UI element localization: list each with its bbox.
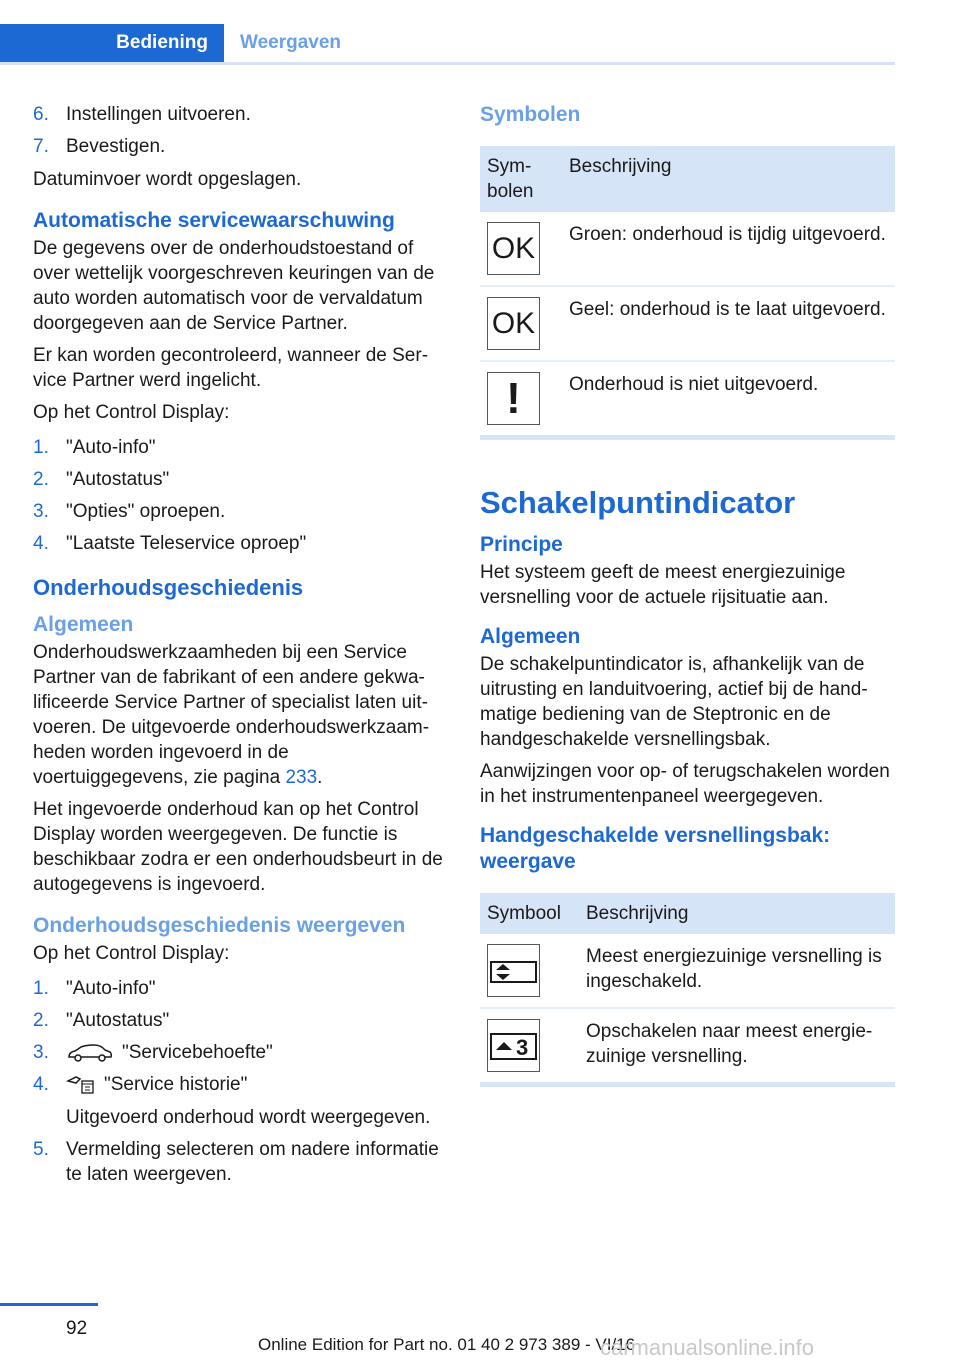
display-p1: Op het Control Display: <box>33 943 230 964</box>
header-description: Beschrijving <box>562 146 895 212</box>
symbol-cell <box>480 934 579 1008</box>
list-item <box>33 435 448 460</box>
step-text: "Autostatus" <box>66 1010 170 1031</box>
list-item <box>33 1040 448 1065</box>
display-history-heading: Onderhoudsgeschiedenis weergeven <box>33 914 406 937</box>
step-number: 2. <box>33 1010 49 1031</box>
auto-service-p3: Op het Control Display: <box>33 402 230 423</box>
steps-display-5 <box>33 1137 448 1187</box>
header-symbols: Symbolen <box>480 146 562 212</box>
page-header <box>0 24 895 65</box>
steps-display <box>33 976 448 1097</box>
step-number: 1. <box>33 978 49 999</box>
step-text: "Auto-info" <box>66 978 156 999</box>
list-item <box>33 134 448 159</box>
general-p1-text: Onderhoudswerkzaamheden bij een Service Partner van de fabrikant of een andere gekwalificeerde Service Partner of specialist laten uitvoeren. De uitgevoerde onderhoudswerkzaamheden worden ingevoerd in de voertuiggegevens, zie pagina <box>33 642 430 788</box>
icon-text: ! <box>506 374 521 423</box>
general-heading: Algemeen <box>33 613 134 636</box>
general-right-p1: De schakelpuntindicator is, afhankelijk van de uitrusting en landuitvoering, actief bij de handmatige bediening van de Steptronic en de handgeschakelde versnellingsbak. <box>480 654 868 750</box>
left-column <box>33 102 448 1195</box>
symbols-table <box>480 146 895 440</box>
description-cell: Opschakelen naar meest energiezuinige versnelling. <box>579 1008 895 1085</box>
step-number: 5. <box>33 1139 49 1160</box>
step-content <box>66 1072 448 1097</box>
step-text: Bevestigen. <box>66 136 166 157</box>
gear-number: 3 <box>516 1035 529 1060</box>
list-item <box>33 499 448 524</box>
edition-text: Online Edition for Part no. 01 40 2 973 389 - VI/16 <box>258 1335 636 1354</box>
ok-yellow-icon <box>487 297 540 350</box>
step-number: 2. <box>33 469 49 490</box>
list-item <box>33 531 448 556</box>
step-number: 7. <box>33 136 49 157</box>
header-symbol: Symbool <box>480 893 579 934</box>
table-header-row <box>480 893 895 934</box>
description-cell: Groen: onderhoud is tijdig uitgevoerd. <box>562 212 895 286</box>
list-item <box>33 1072 448 1097</box>
step-content <box>66 1040 448 1065</box>
ok-green-icon <box>487 222 540 275</box>
tab-bediening[interactable]: Bediening <box>0 24 224 62</box>
list-item <box>33 102 448 127</box>
symbol-cell <box>480 1008 579 1085</box>
step-text: "Autostatus" <box>66 469 170 490</box>
general-p2: Het ingevoerde onderhoud kan op het Control Display worden weergegeven. De functie is beschikbaar zodra er een onderhoudsbeurt in de autogegevens is ingevoerd. <box>33 799 443 895</box>
symbol-cell <box>480 286 562 361</box>
optimal-gear-glyph <box>488 945 539 996</box>
header-description: Beschrijving <box>579 893 895 934</box>
gear-symbols-table <box>480 893 895 1087</box>
step-number: 3. <box>33 1042 49 1063</box>
step-text: Instellingen uitvoeren. <box>66 104 251 125</box>
auto-service-heading: Automatische servicewaarschuwing <box>33 209 395 232</box>
right-column <box>480 102 895 1087</box>
icon-text: OK <box>491 232 536 265</box>
symbols-heading: Symbolen <box>480 103 581 126</box>
step-number: 4. <box>33 533 49 554</box>
step-number: 1. <box>33 437 49 458</box>
step-text: Vermelding selecteren om nadere informatie te laten weergeven. <box>66 1139 439 1185</box>
list-item <box>33 1008 448 1033</box>
upshift-3-icon <box>487 1019 540 1072</box>
icon-text: OK <box>491 307 536 340</box>
step-text: "Laatste Teleservice oproep" <box>66 533 307 554</box>
table-row <box>480 286 895 361</box>
history-heading: Onderhoudsgeschiedenis <box>33 575 304 600</box>
description-cell: Geel: onderhoud is te laat uitgevoerd. <box>562 286 895 361</box>
step-number: 3. <box>33 501 49 522</box>
symbol-cell <box>480 361 562 438</box>
manual-gearbox-heading: Handgeschakelde versnellingsbak: weergave <box>480 824 831 873</box>
exclamation-icon <box>487 372 540 425</box>
upshift-glyph <box>488 1020 539 1071</box>
watermark: carmanualsonline.info <box>600 1335 815 1360</box>
list-item <box>33 467 448 492</box>
principle-heading: Principe <box>480 533 563 556</box>
page-link[interactable]: 233 <box>285 767 318 788</box>
table-row <box>480 212 895 286</box>
table-row <box>480 1008 895 1085</box>
tab-weergaven[interactable]: Weergaven <box>240 32 342 53</box>
description-cell: Meest energiezuinige versnelling is ingeschakeld. <box>579 934 895 1008</box>
general-right-p2: Aanwijzingen voor op- of terugschakelen worden in het instrumentenpaneel weergegeven. <box>480 761 890 807</box>
page-number: 92 <box>66 1318 88 1339</box>
step-number: 4. <box>33 1074 49 1095</box>
list-item <box>33 976 448 1001</box>
steps-auto <box>33 435 448 556</box>
auto-service-p1: De gegevens over de onderhoudstoestand of over wettelijk voorgeschreven keuringen van de auto worden automatisch voor de vervaldatum doorgegeven aan de Service Partner. <box>33 238 435 334</box>
auto-service-p2: Er kan worden gecontroleerd, wanneer de Service Partner werd ingelicht. <box>33 345 429 391</box>
step-text: "Service historie" <box>104 1074 248 1095</box>
step-text: "Opties" oproepen. <box>66 501 226 522</box>
general-heading-right: Algemeen <box>480 625 581 648</box>
table-row <box>480 934 895 1008</box>
symbol-cell <box>480 212 562 286</box>
table-row <box>480 361 895 438</box>
table-header-row <box>480 146 895 212</box>
step-text: "Auto-info" <box>66 437 156 458</box>
principle-text: Het systeem geeft de meest energiezuinige versnelling voor de actuele rijsituatie aan. <box>480 562 846 608</box>
shift-indicator-heading: Schakelpuntindicator <box>480 485 796 520</box>
steps-top <box>33 102 448 159</box>
description-cell: Onderhoud is niet uitgevoerd. <box>562 361 895 438</box>
optimal-gear-icon <box>487 944 540 997</box>
step-number: 6. <box>33 104 49 125</box>
car-service-icon <box>66 1043 114 1063</box>
footer-divider <box>0 1303 98 1306</box>
general-p1-end: . <box>317 767 323 788</box>
service-history-icon <box>66 1075 96 1095</box>
date-saved-text: Datuminvoer wordt opgeslagen. <box>33 169 302 190</box>
list-item <box>33 1137 448 1187</box>
step-text: "Servicebehoefte" <box>122 1042 273 1063</box>
general-p1 <box>33 640 448 790</box>
step4-sub-text: Uitgevoerd onderhoud wordt weergegeven. <box>66 1107 431 1128</box>
